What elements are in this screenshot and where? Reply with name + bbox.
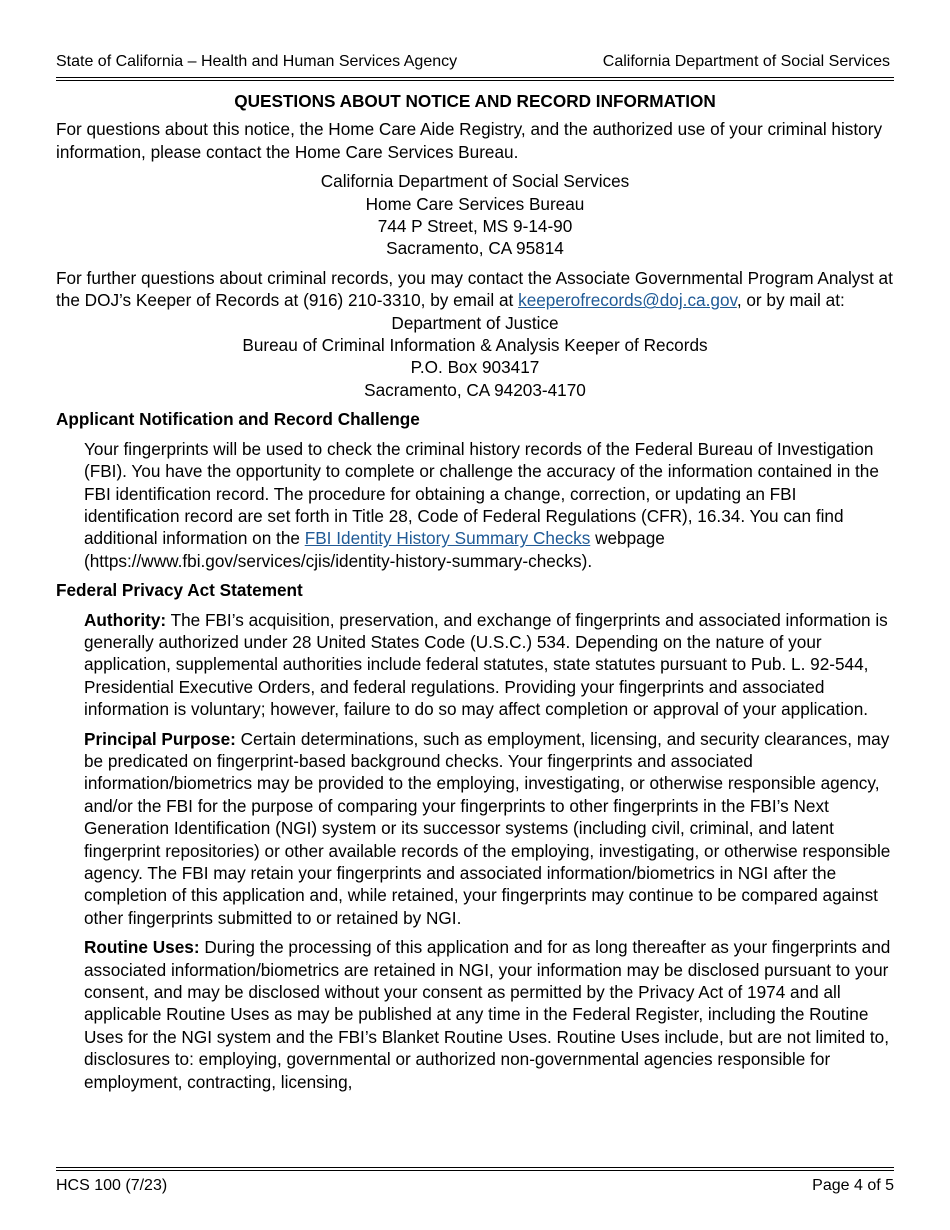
doj-contact-paragraph: [56, 267, 894, 312]
address-line: Sacramento, CA 95814: [386, 238, 564, 259]
applicant-text: Your fingerprints will be used to check the criminal history records of the Federal Bureau of Investigation (FBI). You have the opportunity to complete or challenge the accuracy of the information contained in the FBI identification record. The procedure for obtaining a change, correction, or updating an FBI identification record are set forth in Title 28, Code of Federal Regulations (CFR), 16.34. You can find additional information on the: [84, 438, 879, 549]
doj-address: [56, 312, 894, 402]
intro-paragraph: For questions about this notice, the Home Care Aide Registry, and the authorized use of your criminal history information, please contact the Home Care Services Bureau.: [56, 119, 883, 162]
applicant-text-end: webpage (https://www.fbi.gov/services/cjis/identity-history-summary-checks).: [84, 528, 665, 571]
address-line: Bureau of Criminal Information & Analysis Keeper of Records: [242, 335, 708, 356]
authority-paragraph: [56, 609, 894, 721]
fbi-identity-link[interactable]: FBI Identity History Summary Checks: [304, 528, 591, 549]
routine-text: During the processing of this application and for as long thereafter as your fingerprints and associated information/biometrics are retained in NGI, your information may be disclosed pursuant to your consent, and may be disclosed without your consent as permitted by the Privacy Act of 1974 and all applicable Routine Uses as may be published at any time in the Federal Register, including the Routine Uses for the NGI system and the FBI’s Blanket Routine Uses. Routine Uses include, but are not limited to, disclosures to: employing, governmental or authorized non-governmental agencies responsible for employment, contracting, licensing,: [84, 937, 891, 1092]
header-department: California Department of Social Services: [602, 53, 890, 70]
header-agency: State of California – Health and Human Services Agency: [56, 53, 458, 70]
header-rule-top: [56, 77, 894, 78]
purpose-paragraph: [56, 728, 894, 930]
footer-rule-top: [56, 1167, 894, 1168]
address-line: Department of Justice: [391, 312, 559, 333]
address-line: 744 P Street, MS 9-14-90: [377, 216, 573, 237]
authority-label: Authority:: [84, 609, 167, 630]
address-line: Sacramento, CA 94203-4170: [364, 379, 586, 400]
authority-text: The FBI’s acquisition, preservation, and exchange of fingerprints and associated information is generally authorized under 28 United States Code (U.S.C.) 534. Depending on the nature of your application, supplemental authorities include federal statutes, state statutes pursuant to Pub. L. 92-544, Presidential Executive Orders, and federal regulations. Providing your fingerprints and associated information is voluntary; however, failure to do so may affect completion or approval of your application.: [84, 609, 888, 720]
applicant-paragraph: [56, 438, 894, 572]
privacy-heading: Federal Privacy Act Statement: [56, 580, 303, 601]
footer-rule-bottom: [56, 1170, 894, 1171]
applicant-heading: Applicant Notification and Record Challenge: [56, 409, 420, 430]
address-line: California Department of Social Services: [320, 171, 630, 192]
document-body: [56, 89, 894, 1093]
doj-contact-text: For further questions about criminal records, you may contact the Associate Governmental Program Analyst at the DOJ’s Keeper of Records at (916) 210-3310, by email at: [56, 267, 893, 311]
section-title: QUESTIONS ABOUT NOTICE AND RECORD INFORMATION: [234, 91, 716, 111]
purpose-label: Principal Purpose:: [84, 728, 236, 749]
form-number: HCS 100 (7/23): [56, 1177, 168, 1194]
page-number: Page 4 of 5: [812, 1177, 894, 1194]
doj-email-link[interactable]: keeperofrecords@doj.ca.gov: [518, 290, 737, 311]
address-line: Home Care Services Bureau: [365, 193, 585, 214]
purpose-text: Certain determinations, such as employment, licensing, and security clearances, may be predicated on fingerprint-based background checks. Your fingerprints and associated information/biometrics may be provided to the employing, investigating, or otherwise responsible agency, and/or the FBI for the purpose of comparing your fingerprints to other fingerprints in the FBI’s Next Generation Identification (NGI) system or its successor systems (including civil, criminal, and latent fingerprint repositories) or other available records of the employing, investigating, or otherwise responsible agency. The FBI may retain your fingerprints and associated information/biometrics in NGI after the completion of this application and, while retained, your fingerprints may continue to be compared against other fingerprints submitted to or retained by NGI.: [84, 728, 891, 928]
cdss-address: [56, 170, 894, 260]
header-rule-bottom: [56, 80, 894, 81]
doj-contact-text-end: , or by mail at:: [736, 290, 845, 311]
routine-uses-paragraph: [56, 936, 894, 1093]
routine-label: Routine Uses:: [84, 937, 200, 958]
address-line: P.O. Box 903417: [410, 357, 540, 378]
